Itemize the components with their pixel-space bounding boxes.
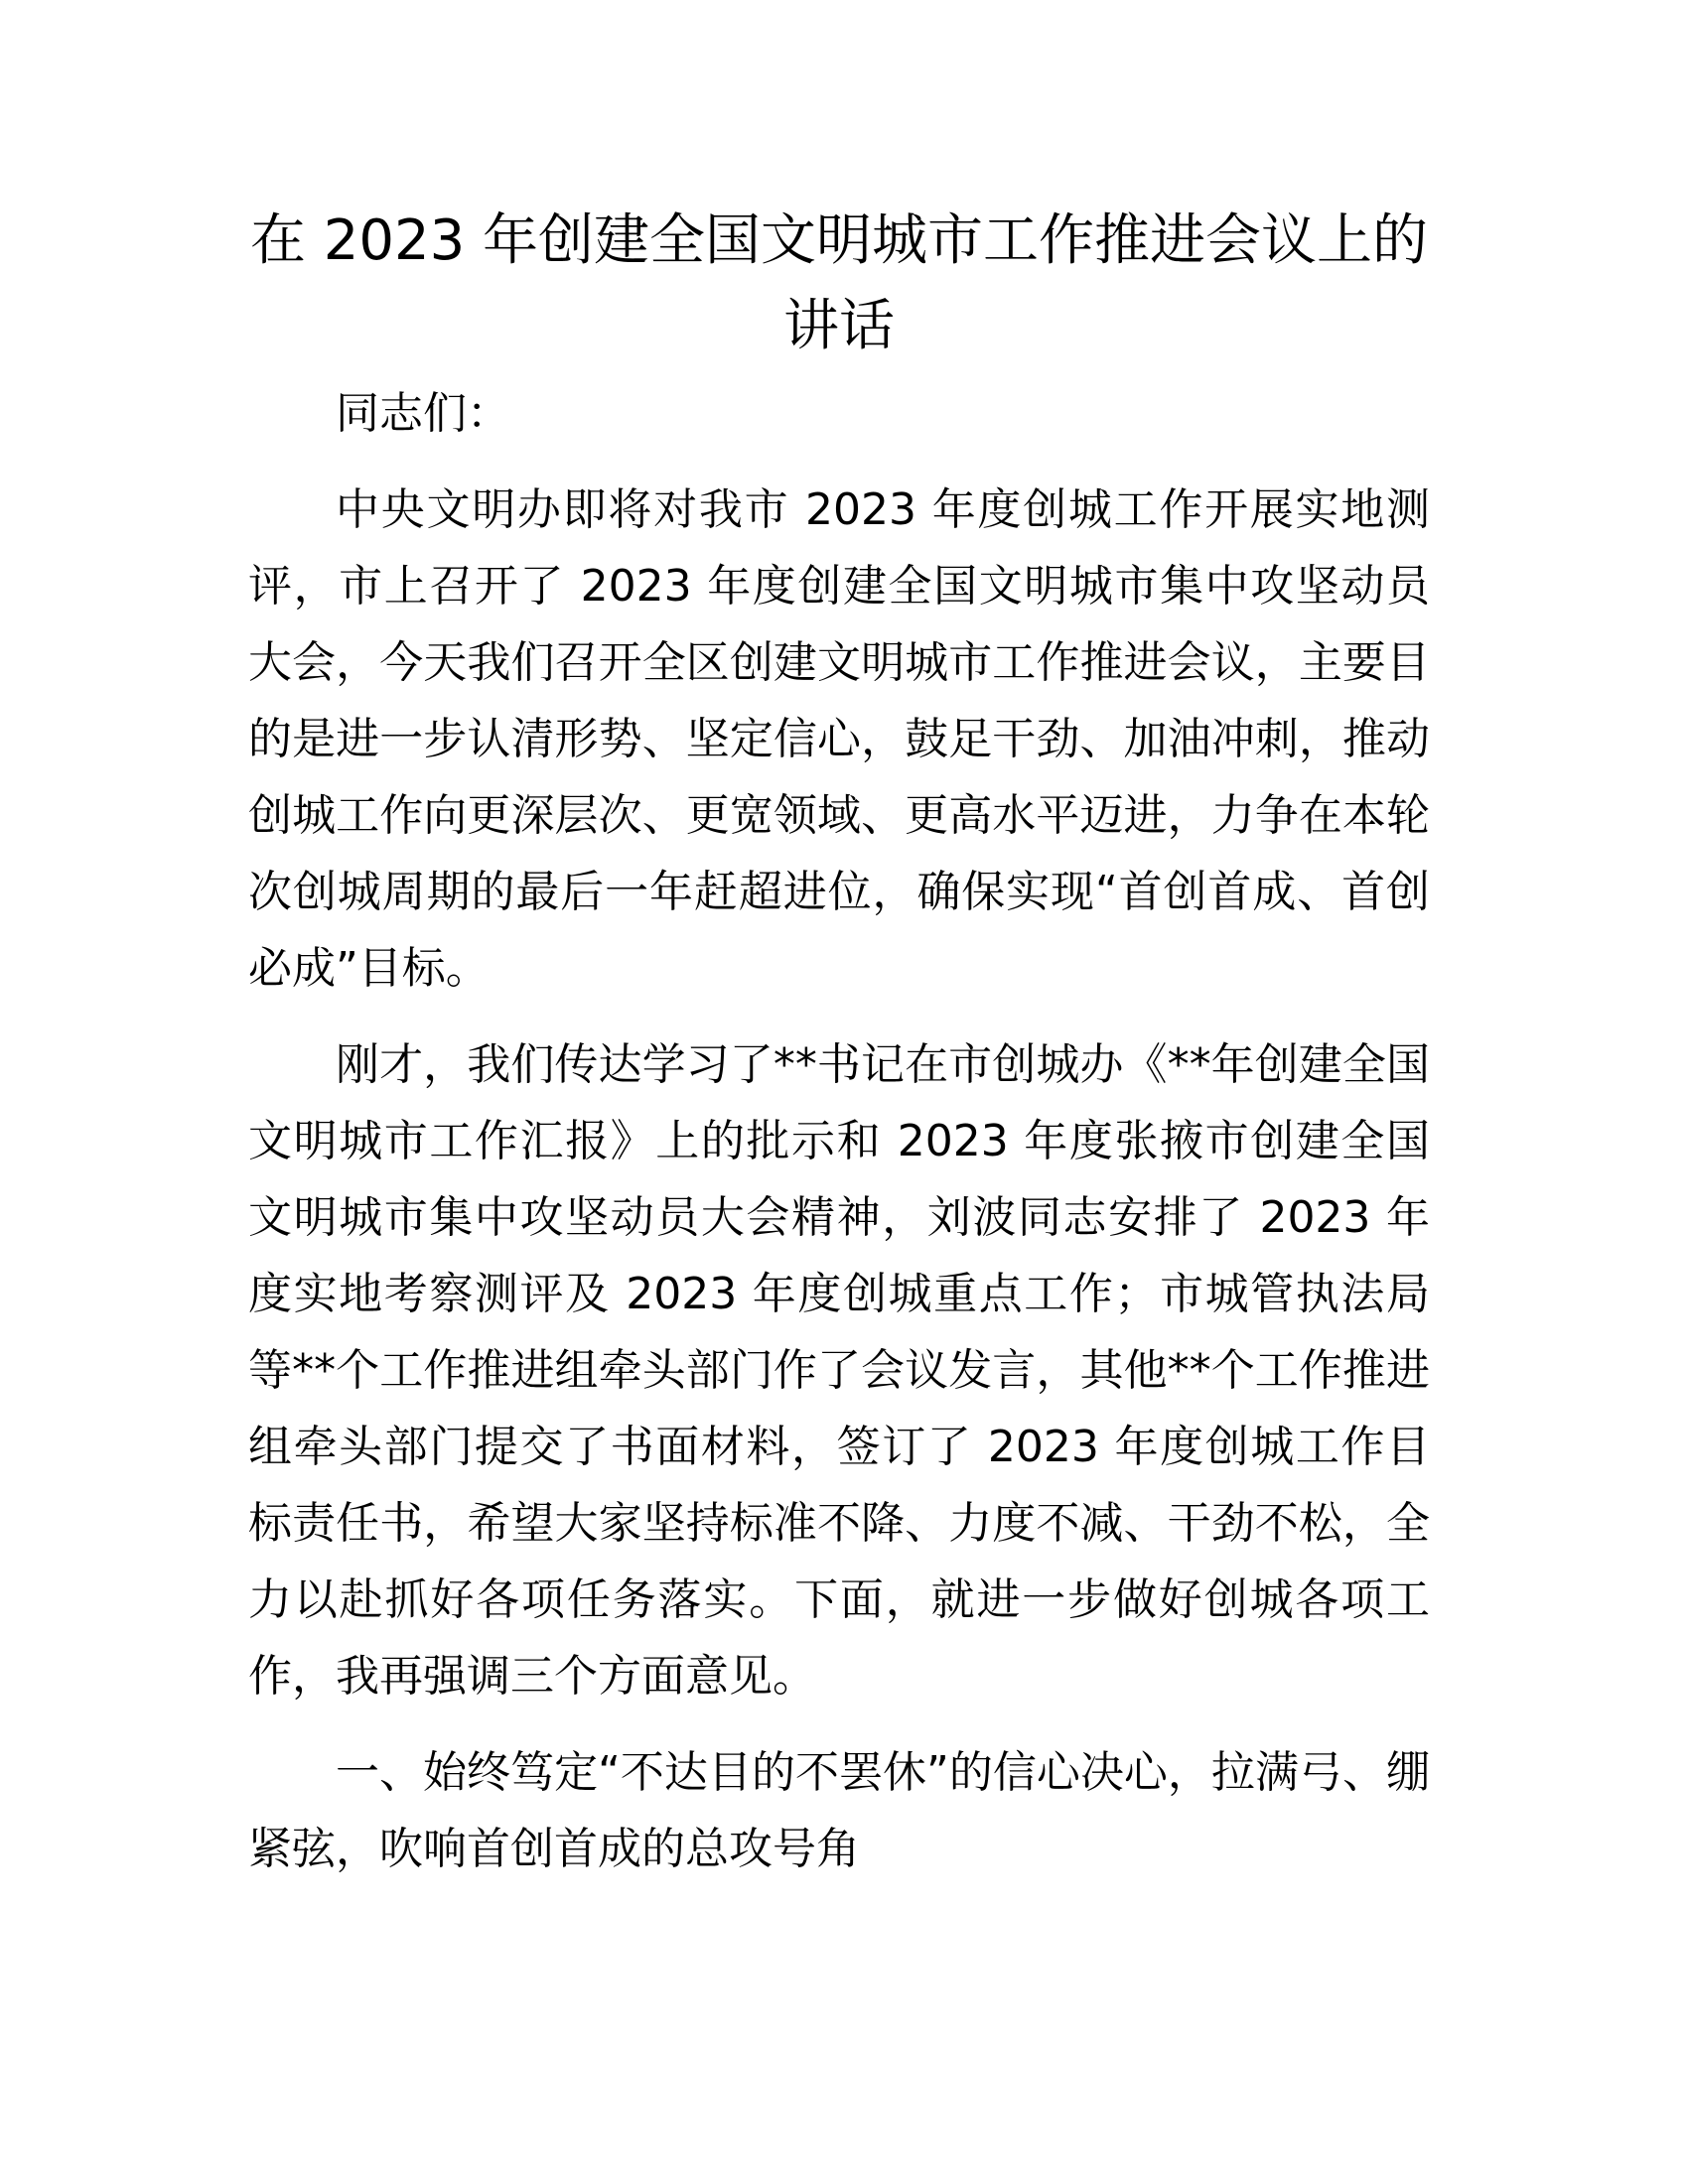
- title-line-1: 在 2023 年创建全国文明城市工作推进会议上的: [249, 208, 1429, 273]
- title-line-2: 讲话: [783, 294, 895, 358]
- document-title: [248, 199, 1430, 369]
- paragraph-intro: 中央文明办即将对我市 2023 年度创城工作开展实地测评，市上召开了 2023 年度创建全国文明城市集中攻坚动员大会，今天我们召开全区创建文明城市工作推进会议，主要目的是进一步认清形势、坚定信心，鼓足干劲、加油冲刺，推动创城工作向更深层次、更宽领域、更高水平迈进，力争在本轮次创城周期的最后一年赶超进位，确保实现“首创首成、首创必成”目标。: [248, 484, 1430, 994]
- section-heading-1: 一、始终笃定“不达目的不罢休”的信心决心，拉满弓、绷紧弦，吹响首创首成的总攻号角: [248, 1747, 1430, 1874]
- greeting: 同志们：: [336, 388, 510, 439]
- document-page: [248, 199, 1430, 1887]
- paragraph-review: 刚才，我们传达学习了**书记在市创城办《**年创建全国文明城市工作汇报》上的批示和 2023 年度张掖市创建全国文明城市集中攻坚动员大会精神，刘波同志安排了 2023 年度实地考察测评及 2023 年度创城重点工作；市城管执法局等**个工作推进组牵头部门作了会议发言，其他**个工作推进组牵头部门提交了书面材料，签订了 2023 年度创城工作目标责任书，希望大家坚持标准不降、力度不减、干劲不松，全力以赴抓好各项任务落实。下面，就进一步做好创城各项工作，我再强调三个方面意见。: [248, 1039, 1430, 1702]
